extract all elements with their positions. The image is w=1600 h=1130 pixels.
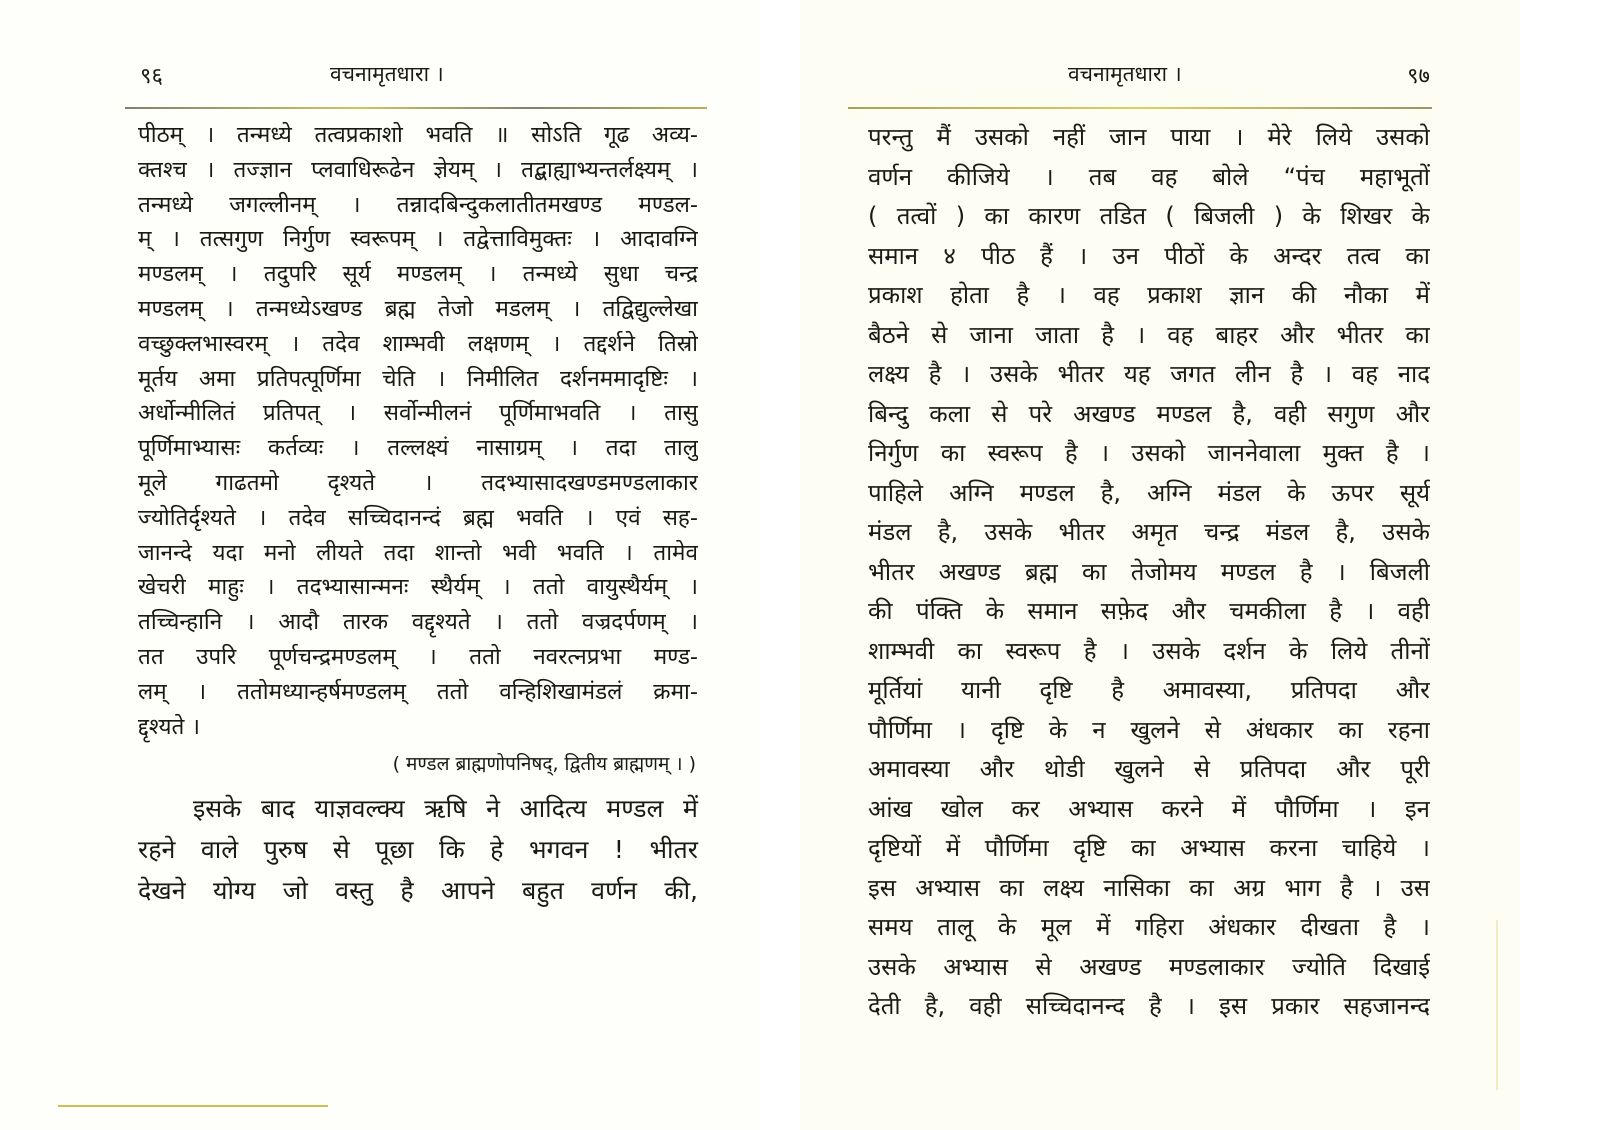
text-line: ज्योतिर्दृश्यते । तदेव सच्चिदानन्दं ब्रह्म भवति । एवं सह- — [138, 504, 698, 531]
text-line: मंडल है, उसके भीतर अमृत चन्द्र मंडल है, उसके — [868, 518, 1430, 546]
left-page-header — [125, 58, 707, 98]
citation: ( मण्डल ब्राह्मणोपनिषद्, द्वितीय ब्राह्मणम् । ) — [392, 753, 696, 776]
text-line: क्तश्च । तज्ज्ञान प्लवाधिरूढेन ज्ञेयम् । तद्बाह्याभ्यन्तर्लक्ष्यम् । — [138, 156, 698, 183]
text-line: समान ४ पीठ हैं । उन पीठों के अन्दर तत्व का — [868, 241, 1430, 270]
text-line: जानन्दे यदा मनो लीयते तदा शान्तो भवी भवति । तामेव — [138, 539, 698, 566]
text-line: तत उपरि पूर्णचन्द्रमण्डलम् । ततो नवरत्नप्रभा मण्ड- — [138, 643, 698, 670]
text-line: खेचरी माहुः । तदभ्यासान्मनः स्थैर्यम् । ततो वायुस्थैर्यम् । — [138, 574, 698, 601]
text-line: द्दृश्यते । — [138, 713, 201, 740]
page-number: ९६ — [140, 64, 163, 89]
text-line: निर्गुण का स्वरूप है । उसको जाननेवाला मुक्त है । — [868, 439, 1430, 467]
hindi-paragraph — [138, 788, 698, 911]
header-rule — [848, 107, 1432, 109]
text-line: भीतर अखण्ड ब्रह्म का तेजोमय मण्डल है । बिजली — [868, 557, 1430, 586]
text-line: आंख खोल कर अभ्यास करने में पौर्णिमा । इन — [868, 794, 1430, 823]
text-line: देखने योग्य जो वस्तु है आपने बहुत वर्णन की, — [138, 876, 698, 906]
text-line: पाहिले अग्नि मण्डल है, अग्नि मंडल के ऊपर सूर्य — [868, 478, 1430, 507]
text-line: परन्तु मैं उसको नहीं जान पाया । मेरे लिये उसको — [868, 123, 1430, 151]
text-line: पौर्णिमा । दृष्टि के न खुलने से अंधकार का रहना — [868, 715, 1430, 744]
text-line: शाम्भवी का स्वरूप है । उसके दर्शन के लिये तीनों — [868, 636, 1430, 665]
left-page — [0, 0, 760, 1130]
left-page-body — [138, 118, 698, 911]
text-line: समय तालू के मूल में गहिरा अंधकार दीखता है । — [868, 913, 1430, 941]
text-line: पीठम् । तन्मध्ये तत्वप्रकाशो भवति ॥ सोऽति गूढ अव्य- — [138, 122, 698, 148]
sanskrit-verse-block — [138, 118, 698, 744]
text-line: मण्डलम् । तदुपरि सूर्य मण्डलम् । तन्मध्ये सुधा चन्द्र — [138, 261, 698, 288]
text-line: इस अभ्यास का लक्ष्य नासिका का अग्र भाग है । उस — [868, 873, 1430, 902]
text-line: देती है, वही सच्चिदानन्द है । इस प्रकार सहजानन्द — [868, 992, 1430, 1020]
text-line: की पंक्ति के समान सफ़ेद और चमकीला है । वही — [868, 597, 1430, 625]
text-line: अमावस्या और थोडी खुलने से प्रतिपदा और पूरी — [868, 755, 1430, 783]
text-line: मूर्तियां यानी दृष्टि है अमावस्या, प्रतिपदा और — [868, 676, 1430, 704]
page-number: ९७ — [1407, 64, 1430, 89]
text-line: बैठने से जाना जाता है । वह बाहर और भीतर का — [868, 320, 1430, 349]
right-page — [800, 0, 1520, 1130]
text-line: उसके अभ्यास से अखण्ड मण्डलाकार ज्योति दिखाई — [868, 952, 1430, 981]
text-line: वच्छुक्लभास्वरम् । तदेव शाम्भवी लक्षणम् । तद्दर्शने तिस्रो — [138, 330, 698, 357]
text-line: म् । तत्सगुण निर्गुण स्वरूपम् । तद्वेत्ताविमुक्तः । आदावग्नि — [138, 226, 698, 253]
text-line: मूर्तय अमा प्रतिपत्पूर्णिमा चेति । निमीलित दर्शनममादृष्टिः । — [138, 365, 698, 392]
text-line: इसके बाद याज्ञवल्क्य ऋषि ने आदित्य मण्डल में — [193, 794, 698, 824]
text-line: तच्चिन्हानि । आदौ तारक वद्दृश्यते । ततो वज्रदर्पणम् । — [138, 609, 698, 636]
text-line: प्रकाश होता है । वह प्रकाश ज्ञान की नौका में — [868, 281, 1430, 309]
text-line: तन्मध्ये जगल्लीनम् । तन्नादबिन्दुकलातीतमखण्ड मण्डल- — [138, 191, 698, 218]
running-title: वचनामृतधारा । — [330, 62, 444, 86]
text-line: दृष्टियों में पौर्णिमा दृष्टि का अभ्यास करना चाहिये । — [868, 834, 1430, 862]
text-line: बिन्दु कला से परे अखण्ड मण्डल है, वही सगुण और — [868, 399, 1430, 428]
text-line: मण्डलम् । तन्मध्येऽखण्ड ब्रह्म तेजो मडलम् । तद्विद्युल्लेखा — [138, 295, 698, 322]
running-title: वचनामृतधारा । — [1068, 62, 1182, 86]
text-line: लम् । ततोमध्यान्हर्षमण्डलम् ततो वन्हिशिखामंडलं क्रमा- — [138, 678, 698, 705]
text-line: मूले गाढतमो दृश्यते । तदभ्यासादखण्डमण्डलाकार — [138, 469, 698, 496]
page-edge-mark — [58, 1105, 328, 1107]
text-line: ( तत्वों ) का कारण तडित ( बिजली ) के शिखर के — [868, 202, 1430, 230]
text-line: पूर्णिमाभ्यासः कर्तव्यः । तल्लक्ष्यं नासाग्रम् । तदा तालु — [138, 435, 698, 462]
right-page-body — [868, 118, 1430, 1027]
text-line: लक्ष्य है । उसके भीतर यह जगत लीन है । वह नाद — [868, 360, 1430, 388]
text-line: वर्णन कीजिये । तब वह बोले “पंच महाभूतों — [868, 162, 1430, 191]
right-page-header — [848, 58, 1430, 98]
page-edge-mark — [1496, 920, 1498, 1090]
header-rule — [125, 107, 707, 109]
text-line: अर्धोन्मीलितं प्रतिपत् । सर्वोन्मीलनं पूर्णिमाभवति । तासु — [138, 400, 698, 427]
text-line: रहने वाले पुरुष से पूछा कि हे भगवन ! भीतर — [138, 835, 698, 865]
